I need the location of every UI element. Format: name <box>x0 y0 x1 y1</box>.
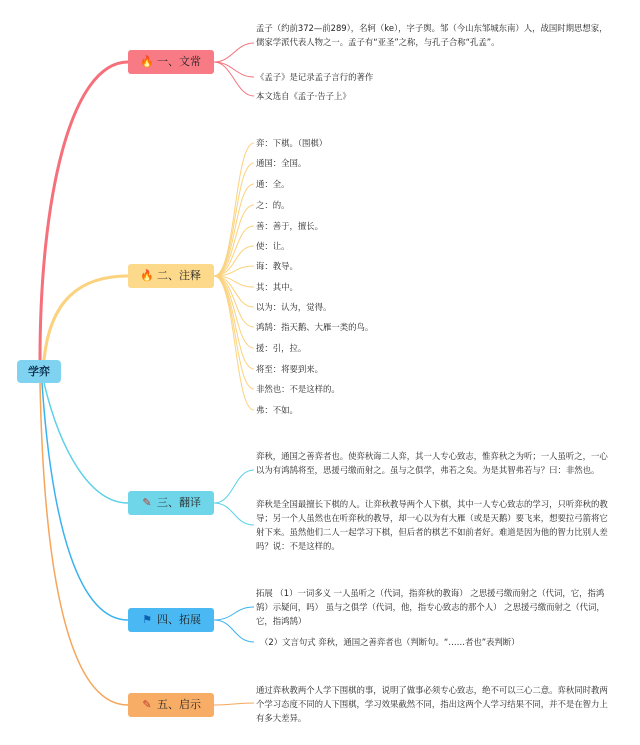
branch-fanyi-label: 三、翻译 <box>157 496 201 509</box>
zhushi-leaf-9: 鸿鹄：指天鹅、大雁一类的鸟。 <box>256 322 374 332</box>
branch-tuozhan-label: 四、拓展 <box>157 613 201 626</box>
zhushi-leaf-11: 将至：将要到来。 <box>256 364 323 374</box>
flag-icon: ⚑ <box>142 613 152 626</box>
zhushi-leaf-0: 弈：下棋。（围棋） <box>256 138 328 148</box>
branch-zhushi[interactable] <box>128 264 214 288</box>
wenchang-leaf-0: 孟子（约前372—前289），名轲（ke），字子舆。邹（今山东邹城东南）人，战国时期思想家，儒家学派代表人物之一。孟子有“亚圣”之称，与孔子合称“孔孟”。 <box>256 23 608 47</box>
root-node[interactable]: 学弈 <box>17 360 61 383</box>
tuozhan-leaf-0: 拓展 （1）一词多义 一人虽听之（代词，指弈秋的教诲） 之思援弓缴而射之（代词，它，指鸿鹄）示疑问，吗） 虽与之俱学（代词，他，指专心致志的那个人） 之思援弓缴而射之（代词，它，指鸿鹄） <box>256 588 605 626</box>
zhushi-leaf-13: 弗：不如。 <box>256 405 298 415</box>
tuozhan-leaf-1: （2）文言句式 弈秋，通国之善弈者也（判断句。“……者也”表判断） <box>260 637 520 647</box>
connectors-tuozhan <box>214 607 254 642</box>
pencil-icon: ✎ <box>142 698 152 711</box>
branch-qishi-label: 五、启示 <box>157 698 201 711</box>
connectors-fanyi <box>214 470 254 525</box>
branch-wenchang-label: 一、文常 <box>157 55 201 68</box>
connector-root-zhushi <box>44 276 128 360</box>
connectors-wenchang <box>214 43 254 96</box>
branch-tuozhan[interactable] <box>128 608 214 632</box>
zhushi-leaf-6: 诲：教导。 <box>256 261 298 271</box>
fanyi-leaf-0: 弈秋，通国之善弈者也。使弈秋诲二人弈，其一人专心致志，惟弈秋之为听；一人虽听之，一心以为有鸿鹄将至，思援弓缴而射之。虽与之俱学，弗若之矣。为是其智弗若与？曰：非然也。 <box>256 451 608 475</box>
branch-qishi[interactable] <box>128 693 214 717</box>
wenchang-leaf-2: 本文选自《孟子·告子上》 <box>256 91 351 101</box>
zhushi-leaf-12: 非然也：不是这样的。 <box>256 384 340 394</box>
zhushi-leaf-3: 之：的。 <box>256 200 290 210</box>
zhushi-leaf-10: 援：引，拉。 <box>256 343 307 353</box>
wenchang-leaf-1: 《孟子》是记录孟子言行的著作 <box>256 72 374 82</box>
branch-wenchang[interactable] <box>128 50 214 74</box>
qishi-leaf-0: 通过弈秋教两个人学下围棋的事，说明了做事必须专心致志，绝不可以三心二意。弈秋同时教两个学习态度不同的人下围棋，学习效果截然不同，指出这两个人学习结果不同，并不是在智力上有多大差异。 <box>256 685 608 723</box>
connector-root-qishi <box>40 383 128 705</box>
branch-zhushi-label: 二、注释 <box>157 269 201 282</box>
fire-orange-icon: 🔥 <box>140 269 154 282</box>
connectors-zhushi <box>214 143 254 410</box>
pencil-icon: ✎ <box>142 496 152 509</box>
connector-root-wenchang <box>40 62 128 360</box>
zhushi-leaf-8: 以为：认为，觉得。 <box>256 302 332 312</box>
branch-fanyi[interactable] <box>128 491 214 515</box>
zhushi-leaf-4: 善：善于，擅长。 <box>256 221 323 231</box>
fanyi-leaf-1: 弈秋是全国最擅长下棋的人。让弈秋教导两个人下棋，其中一人专心致志的学习，只听弈秋的教导；另一个人虽然也在听弈秋的教导，却一心以为有大雁（或是天鹅）要飞来，想要拉弓箭将它射下来。虽然他们二人一起学习下棋，但后者的棋艺不如前者好。难道是因为他的智力比别人差吗？说：不是这样的。 <box>256 499 608 551</box>
connector-root-fanyi <box>44 383 128 503</box>
fire-blue-icon: 🔥 <box>140 55 154 68</box>
zhushi-leaf-7: 其：其中。 <box>256 282 298 292</box>
zhushi-leaf-1: 通国：全国。 <box>256 158 307 168</box>
zhushi-leaf-2: 通：全。 <box>256 179 290 189</box>
connectors-qishi <box>214 703 254 705</box>
zhushi-leaf-5: 使：让。 <box>256 241 290 251</box>
